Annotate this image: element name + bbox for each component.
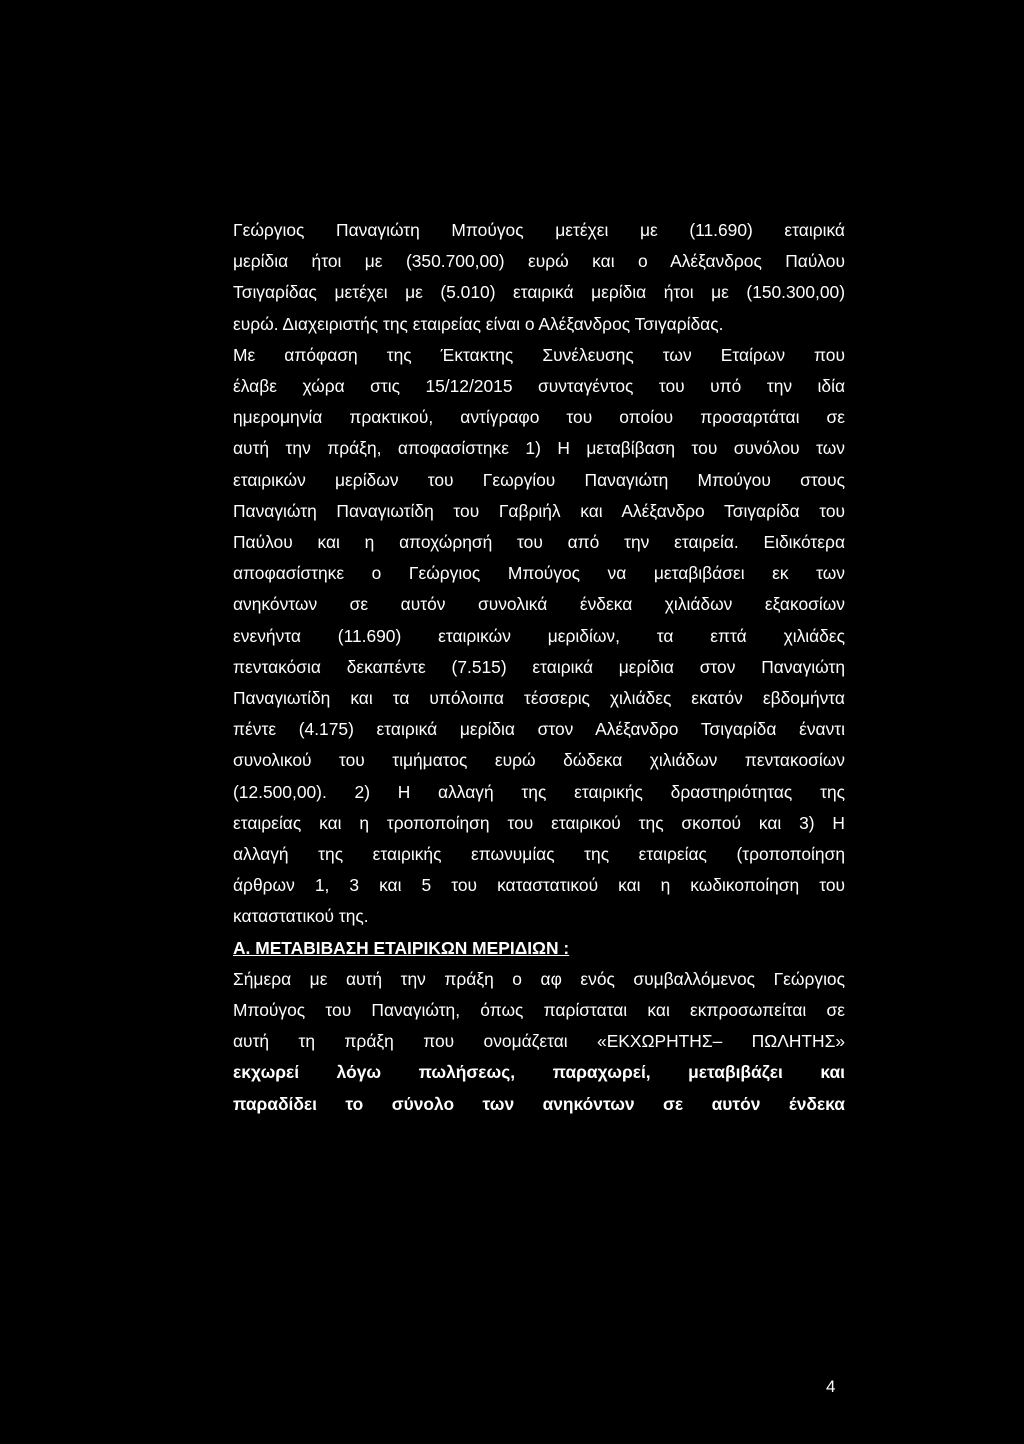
text-line: ενενήντα (11.690) εταιρικών μεριδίων, τα επτά χιλιάδες <box>233 625 845 646</box>
page-number: 4 <box>826 1377 836 1396</box>
section-heading: Α. ΜΕΤΑΒΙΒΑΣΗ ΕΤΑΙΡΙΚΩΝ ΜΕΡΙΔΙΩΝ : <box>233 937 570 958</box>
text-line: Μπούγος του Παναγιώτη, όπως παρίσταται και εκπροσωπείται σε <box>233 1000 845 1021</box>
text-line: έλαβε χώρα στις 15/12/2015 συνταγέντος του υπό την ιδία <box>233 376 845 397</box>
text-line: αποφασίστηκε ο Γεώργιος Μπούγος να μεταβιβάσει εκ των <box>233 563 845 584</box>
text-line: Σήμερα με αυτή την πράξη ο αφ ενός συμβαλλόμενος Γεώργιος <box>233 968 845 989</box>
text-line: αυτή τη πράξη που ονομάζεται «ΕΚΧΩΡΗΤΗΣ– ΠΩΛΗΤΗΣ» <box>233 1031 845 1052</box>
text-line: ευρώ. Διαχειριστής της εταιρείας είναι ο Αλέξανδρος Τσιγαρίδας. <box>233 313 724 334</box>
text-line: συνολικού του τιμήματος ευρώ δώδεκα χιλιάδων πεντακοσίων <box>233 750 845 771</box>
text-line: αλλαγή της εταιρικής επωνυμίας της εταιρείας (τροποποίηση <box>233 844 845 865</box>
text-line: Με απόφαση της Έκτακτης Συνέλευσης των Εταίρων που <box>233 344 845 365</box>
text-line: Παναγιώτη Παναγιωτίδη του Γαβριήλ και Αλέξανδρο Τσιγαρίδα του <box>233 500 845 521</box>
body-text <box>233 215 845 1120</box>
text-line: εταιρικών μερίδων του Γεωργίου Παναγιώτη Μπούγου στους <box>233 469 845 490</box>
text-line: καταστατικού της. <box>233 906 369 927</box>
text-line: Γεώργιος Παναγιώτη Μπούγος μετέχει με (11.690) εταιρικά <box>233 220 845 240</box>
text-line: ανηκόντων σε αυτόν συνολικά ένδεκα χιλιάδων εξακοσίων <box>233 594 845 615</box>
text-line: Τσιγαρίδας μετέχει με (5.010) εταιρικά μερίδια ήτοι με (150.300,00) <box>233 282 845 303</box>
text-line: αυτή την πράξη, αποφασίστηκε 1) Η μεταβίβαση του συνόλου των <box>233 438 845 459</box>
text-line: πεντακόσια δεκαπέντε (7.515) εταιρικά μερίδια στον Παναγιώτη <box>233 656 845 677</box>
text-line: Παναγιωτίδη και τα υπόλοιπα τέσσερις χιλιάδες εκατόν εβδομήντα <box>233 688 845 709</box>
text-line: Παύλου και η αποχώρησή του από την εταιρεία. Ειδικότερα <box>233 532 845 553</box>
text-line: ημερομηνία πρακτικού, αντίγραφο του οποίου προσαρτάται σε <box>233 407 845 428</box>
text-line: πέντε (4.175) εταιρικά μερίδια στον Αλέξανδρο Τσιγαρίδα έναντι <box>233 719 845 740</box>
text-line-bold: εκχωρεί λόγω πωλήσεως, παραχωρεί, μεταβιβάζει και <box>233 1062 845 1083</box>
text-line: άρθρων 1, 3 και 5 του καταστατικού και η κωδικοποίηση του <box>233 875 845 896</box>
text-line: (12.500,00). 2) Η αλλαγή της εταιρικής δραστηριότητας της <box>233 781 845 802</box>
text-line: μερίδια ήτοι με (350.700,00) ευρώ και ο Αλέξανδρος Παύλου <box>233 251 845 272</box>
text-line: εταιρείας και η τροποποίηση του εταιρικού της σκοπού και 3) Η <box>233 812 845 833</box>
text-line-bold: παραδίδει το σύνολο των ανηκόντων σε αυτόν ένδεκα <box>233 1093 845 1114</box>
